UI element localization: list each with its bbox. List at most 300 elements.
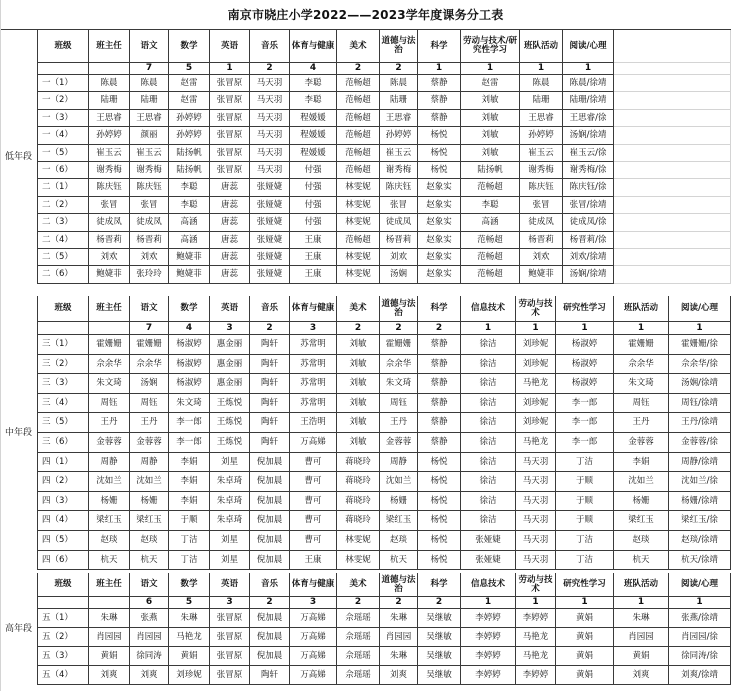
teacher-cell: 刘爽 — [130, 666, 169, 685]
teacher-cell: 赵琰 — [130, 531, 169, 551]
teacher-cell: 杨悦 — [418, 551, 461, 570]
teacher-cell: 程媛媛 — [290, 110, 337, 127]
period-count: 4 — [169, 322, 210, 335]
teacher-cell: 梁红玉/徐 — [669, 511, 731, 531]
teacher-cell: 王丹 — [614, 413, 669, 433]
teacher-cell: 李聪 — [290, 75, 337, 92]
teacher-cell: 张冒原 — [210, 162, 250, 179]
teacher-cell: 陶轩 — [250, 335, 290, 355]
teacher-cell: 徒成凤/徐 — [563, 214, 614, 232]
teacher-cell: 赵琰 — [614, 531, 669, 551]
teacher-cell: 朱卓琦 — [210, 511, 250, 531]
teacher-cell: 高涵 — [169, 214, 210, 232]
teacher-cell: 吴继敏 — [418, 609, 461, 628]
teacher-cell: 刘敏 — [337, 413, 380, 433]
teacher-cell: 张冒 — [520, 197, 563, 214]
class-name: 二（6） — [38, 266, 89, 284]
teacher-cell: 赵象实 — [418, 197, 461, 214]
teacher-cell: 朱卓琦 — [210, 472, 250, 492]
teacher-cell: 万高娣 — [290, 628, 337, 647]
teacher-cell: 杨悦 — [418, 531, 461, 551]
period-count: 1 — [614, 597, 669, 609]
teacher-cell: 范畅超 — [461, 179, 520, 197]
teacher-cell: 鲍婕菲 — [169, 266, 210, 284]
homeroom-teacher: 陈晨 — [89, 75, 130, 92]
period-count: 1 — [556, 597, 614, 609]
column-header: 数学 — [169, 573, 210, 597]
teacher-cell: 高涵 — [169, 232, 210, 249]
teacher-cell: 金蓉蓉/徐 — [669, 433, 731, 453]
class-name: 一（5） — [38, 145, 89, 162]
teacher-cell: 张娅婕 — [250, 249, 290, 266]
teacher-cell: 佘余华 — [614, 355, 669, 374]
period-count: 2 — [418, 597, 461, 609]
teacher-cell: 李聪 — [461, 197, 520, 214]
blank-cell — [614, 92, 731, 110]
teacher-cell: 周钰 — [380, 394, 418, 413]
column-header: 研究性学习 — [556, 573, 614, 597]
teacher-cell: 崔玉云 — [130, 145, 169, 162]
teacher-cell: 黄娟 — [614, 647, 669, 666]
teacher-cell: 苏常明 — [290, 355, 337, 374]
column-header: 阅读/心理 — [669, 573, 731, 597]
teacher-cell: 马艳龙 — [169, 628, 210, 647]
teacher-cell: 刘星 — [210, 453, 250, 472]
teacher-cell: 肖园园/徐 — [669, 628, 731, 647]
teacher-cell: 蔡静 — [418, 75, 461, 92]
teacher-cell: 蒋晓玲 — [337, 511, 380, 531]
teacher-cell: 蒋晓玲 — [337, 472, 380, 492]
teacher-cell: 张娅婕 — [250, 266, 290, 284]
blank-cell — [614, 197, 731, 214]
teacher-cell: 刘敏 — [461, 145, 520, 162]
teacher-cell: 刘敏 — [337, 433, 380, 453]
column-header: 信息技术 — [461, 296, 516, 322]
column-header: 数学 — [169, 30, 210, 63]
teacher-cell: 张冒原 — [210, 647, 250, 666]
teacher-cell: 赵象实 — [418, 214, 461, 232]
period-count: 1 — [556, 322, 614, 335]
teacher-cell: 杨淑婷 — [556, 335, 614, 355]
teacher-cell: 曹可 — [290, 492, 337, 511]
blank-cell — [614, 110, 731, 127]
teacher-cell: 倪加晨 — [250, 551, 290, 570]
teacher-cell: 赵琰/徐靖 — [669, 531, 731, 551]
period-count: 3 — [210, 322, 250, 335]
teacher-cell: 王康 — [290, 232, 337, 249]
teacher-cell: 张冒原 — [210, 145, 250, 162]
period-count: 1 — [669, 597, 731, 609]
teacher-cell: 马天羽 — [250, 145, 290, 162]
sheet-gridline — [0, 0, 1, 691]
period-count: 1 — [461, 597, 516, 609]
teacher-cell: 陶轩 — [250, 433, 290, 453]
teacher-cell: 徐洁 — [461, 453, 516, 472]
teacher-cell: 马天羽 — [250, 92, 290, 110]
teacher-cell: 刘敏 — [337, 374, 380, 394]
column-header: 班队活动 — [520, 30, 563, 63]
teacher-cell: 苏常明 — [290, 374, 337, 394]
class-name: 二（5） — [38, 249, 89, 266]
teacher-cell: 杨淑婷 — [169, 355, 210, 374]
teacher-cell: 王康 — [290, 266, 337, 284]
class-name: 四（3） — [38, 492, 89, 511]
teacher-cell: 李一郎 — [169, 433, 210, 453]
teacher-cell: 徒成凤 — [380, 214, 418, 232]
teacher-cell: 范畅超 — [337, 75, 380, 92]
teacher-cell: 杨悦 — [418, 453, 461, 472]
teacher-cell: 孙婷婷 — [169, 110, 210, 127]
teacher-cell: 万高娣 — [290, 609, 337, 628]
period-count — [38, 597, 89, 609]
teacher-cell: 刘星 — [210, 531, 250, 551]
teacher-cell: 陈庆钰 — [380, 179, 418, 197]
teacher-cell: 蔡静 — [418, 92, 461, 110]
teacher-cell: 刘珍妮 — [516, 335, 556, 355]
teacher-cell: 范畅超 — [461, 249, 520, 266]
column-header: 劳动与技术 — [516, 573, 556, 597]
teacher-cell: 林雯妮 — [337, 197, 380, 214]
teacher-cell: 杨悦 — [418, 127, 461, 145]
teacher-cell: 佘余华 — [130, 355, 169, 374]
teacher-cell: 李一郎 — [556, 394, 614, 413]
period-count — [38, 63, 89, 75]
teacher-cell: 马艳龙 — [516, 628, 556, 647]
teacher-cell: 崔玉云/徐 — [563, 145, 614, 162]
teacher-cell: 赵象实 — [418, 232, 461, 249]
column-header: 体育与健康 — [290, 30, 337, 63]
teacher-cell: 马天羽 — [250, 75, 290, 92]
column-header: 阅读/心理 — [563, 30, 614, 63]
teacher-cell: 倪加晨 — [250, 628, 290, 647]
period-count: 1 — [516, 322, 556, 335]
column-header: 信息技术 — [461, 573, 516, 597]
teacher-cell: 张冒原 — [210, 127, 250, 145]
teacher-cell: 马艳龙 — [516, 647, 556, 666]
teacher-cell: 于顺 — [556, 492, 614, 511]
teacher-cell: 陆扬帆 — [169, 145, 210, 162]
teacher-cell: 倪加晨 — [250, 453, 290, 472]
teacher-cell: 杨悦 — [418, 511, 461, 531]
teacher-cell: 王思睿 — [130, 110, 169, 127]
teacher-cell: 陆扬帆 — [169, 162, 210, 179]
teacher-cell: 范畅超 — [337, 110, 380, 127]
teacher-cell: 谢秀梅/徐 — [563, 162, 614, 179]
column-header: 道德与法治 — [380, 573, 418, 597]
teacher-cell: 徐同涛/徐 — [669, 647, 731, 666]
teacher-cell: 于顺 — [556, 511, 614, 531]
teacher-cell: 徐洁 — [461, 355, 516, 374]
teacher-cell: 蔡静 — [418, 335, 461, 355]
teacher-cell: 徐洁 — [461, 335, 516, 355]
teacher-cell: 蔡静 — [418, 394, 461, 413]
teacher-cell: 林雯妮 — [337, 551, 380, 570]
column-header: 美术 — [337, 573, 380, 597]
teacher-cell: 林雯妮 — [337, 214, 380, 232]
teacher-cell: 徐洁 — [461, 472, 516, 492]
teacher-cell: 张娅婕 — [250, 214, 290, 232]
teacher-cell: 倪加晨 — [250, 511, 290, 531]
blank-cell — [614, 179, 731, 197]
teacher-cell: 马艳龙 — [516, 433, 556, 453]
teacher-cell: 刘欢 — [520, 249, 563, 266]
period-count: 1 — [210, 63, 250, 75]
teacher-cell: 苏常明 — [290, 335, 337, 355]
teacher-cell: 刘星 — [210, 551, 250, 570]
class-name: 一（6） — [38, 162, 89, 179]
column-header: 数学 — [169, 296, 210, 322]
teacher-cell: 范畅超 — [461, 266, 520, 284]
column-header: 美术 — [337, 30, 380, 63]
teacher-cell: 倪加晨 — [250, 531, 290, 551]
class-name: 一（4） — [38, 127, 89, 145]
teacher-cell: 张冒原 — [210, 75, 250, 92]
teacher-cell: 蒋晓玲 — [337, 492, 380, 511]
teacher-cell: 肖园园 — [130, 628, 169, 647]
teacher-cell: 李聪 — [169, 197, 210, 214]
teacher-cell: 万高娣 — [290, 433, 337, 453]
teacher-cell: 范畅超 — [337, 92, 380, 110]
column-header: 体育与健康 — [290, 296, 337, 322]
teacher-cell: 程媛媛 — [290, 127, 337, 145]
teacher-cell: 刘敏 — [337, 394, 380, 413]
teacher-cell: 范畅超 — [461, 232, 520, 249]
class-name: 五（1） — [38, 609, 89, 628]
homeroom-teacher: 周钰 — [89, 394, 130, 413]
teacher-cell: 霍姗姗/徐 — [669, 335, 731, 355]
teacher-cell: 黄娟 — [556, 628, 614, 647]
teacher-cell: 黄娟 — [556, 609, 614, 628]
teacher-cell: 倪加晨 — [250, 472, 290, 492]
column-header: 班级 — [38, 573, 89, 597]
teacher-cell: 唐蕊 — [210, 266, 250, 284]
teacher-cell: 李婷婷 — [461, 647, 516, 666]
teacher-cell: 马天羽 — [516, 551, 556, 570]
teacher-cell: 王思睿 — [520, 110, 563, 127]
teacher-cell: 谢秀梅 — [130, 162, 169, 179]
teacher-cell: 颜丽 — [130, 127, 169, 145]
homeroom-teacher: 杭天 — [89, 551, 130, 570]
teacher-cell: 陶轩 — [250, 394, 290, 413]
teacher-cell: 王丹/徐靖 — [669, 413, 731, 433]
column-header: 班主任 — [89, 573, 130, 597]
teacher-cell: 李婷婷 — [516, 666, 556, 685]
teacher-cell: 王炼悦 — [210, 394, 250, 413]
teacher-cell: 张燕/徐靖 — [669, 609, 731, 628]
homeroom-teacher: 杨晋莉 — [89, 232, 130, 249]
teacher-cell: 唐蕊 — [210, 249, 250, 266]
teacher-cell: 徒成凤 — [520, 214, 563, 232]
homeroom-teacher: 佘余华 — [89, 355, 130, 374]
teacher-cell: 唐蕊 — [210, 214, 250, 232]
teacher-cell: 张冒/徐靖 — [563, 197, 614, 214]
teacher-cell: 刘敏 — [337, 335, 380, 355]
teacher-cell: 杨悦 — [418, 162, 461, 179]
teacher-cell: 吴继敏 — [418, 628, 461, 647]
teacher-cell: 刘珍妮 — [169, 666, 210, 685]
blank-cell — [614, 127, 731, 145]
column-header: 语文 — [130, 30, 169, 63]
column-header: 美术 — [337, 296, 380, 322]
teacher-cell: 李一郎 — [556, 433, 614, 453]
class-name: 四（1） — [38, 453, 89, 472]
teacher-cell: 肖园园 — [380, 628, 418, 647]
teacher-cell: 万高娣 — [290, 647, 337, 666]
teacher-cell: 唐蕊 — [210, 232, 250, 249]
homeroom-teacher: 鲍婕菲 — [89, 266, 130, 284]
teacher-cell: 苏常明 — [290, 394, 337, 413]
teacher-cell: 黄娟 — [556, 647, 614, 666]
teacher-cell: 王思睿 — [380, 110, 418, 127]
period-count: 1 — [669, 322, 731, 335]
class-name: 二（2） — [38, 197, 89, 214]
class-name: 三（6） — [38, 433, 89, 453]
blank-cell — [614, 30, 731, 63]
teacher-cell: 林雯妮 — [337, 531, 380, 551]
column-header: 科学 — [418, 573, 461, 597]
teacher-cell: 倪加晨 — [250, 647, 290, 666]
homeroom-teacher: 周静 — [89, 453, 130, 472]
class-name: 一（1） — [38, 75, 89, 92]
teacher-cell: 赵琰 — [380, 531, 418, 551]
teacher-cell: 徐洁 — [461, 492, 516, 511]
teacher-cell: 曹可 — [290, 453, 337, 472]
teacher-cell: 倪加晨 — [250, 492, 290, 511]
teacher-cell: 张冒 — [380, 197, 418, 214]
teacher-cell: 周钰/徐靖 — [669, 394, 731, 413]
teacher-cell: 周钰 — [614, 394, 669, 413]
period-count: 2 — [337, 597, 380, 609]
teacher-cell: 刘敏 — [461, 127, 520, 145]
teacher-cell: 杨淑婷 — [556, 374, 614, 394]
teacher-cell: 唐蕊 — [210, 197, 250, 214]
teacher-cell: 杨悦 — [418, 492, 461, 511]
teacher-cell: 陈晨 — [520, 75, 563, 92]
period-count: 2 — [380, 322, 418, 335]
column-header: 劳动与技术/研究性学习 — [461, 30, 520, 63]
teacher-cell: 蔡静 — [418, 413, 461, 433]
teacher-cell: 徐洁 — [461, 433, 516, 453]
class-name: 二（3） — [38, 214, 89, 232]
period-count: 2 — [418, 322, 461, 335]
period-count: 1 — [418, 63, 461, 75]
blank-cell — [614, 145, 731, 162]
teacher-cell: 梁红玉 — [614, 511, 669, 531]
teacher-cell: 鲍婕菲 — [520, 266, 563, 284]
teacher-cell: 徐洁 — [461, 394, 516, 413]
homeroom-teacher: 朱文琦 — [89, 374, 130, 394]
teacher-cell: 徐同涛 — [130, 647, 169, 666]
teacher-cell: 蔡静 — [418, 110, 461, 127]
teacher-cell: 曹可 — [290, 531, 337, 551]
teacher-cell: 王康 — [290, 551, 337, 570]
teacher-cell: 杨淑婷 — [169, 335, 210, 355]
column-header: 研究性学习 — [556, 296, 614, 322]
period-count: 6 — [130, 597, 169, 609]
teacher-cell: 范畅超 — [337, 232, 380, 249]
teacher-cell: 刘爽 — [614, 666, 669, 685]
teacher-cell: 蔡静 — [418, 374, 461, 394]
homeroom-teacher: 梁红玉 — [89, 511, 130, 531]
teacher-cell: 张冒原 — [210, 92, 250, 110]
blank-cell — [614, 75, 731, 92]
teacher-cell: 马天羽 — [516, 511, 556, 531]
teacher-cell: 林雯妮 — [337, 179, 380, 197]
teacher-cell: 李聪 — [290, 92, 337, 110]
teacher-cell: 汤娴/徐靖 — [669, 374, 731, 394]
teacher-cell: 肖园园 — [614, 628, 669, 647]
teacher-cell: 王康 — [290, 249, 337, 266]
teacher-cell: 金蓉蓉 — [380, 433, 418, 453]
teacher-cell: 李婷婷 — [461, 609, 516, 628]
class-name: 四（6） — [38, 551, 89, 570]
teacher-cell: 佘瑶瑶 — [337, 628, 380, 647]
teacher-cell: 杨姗/徐靖 — [669, 492, 731, 511]
teacher-cell: 马天羽 — [250, 162, 290, 179]
class-name: 四（5） — [38, 531, 89, 551]
period-count: 5 — [169, 63, 210, 75]
teacher-cell: 杨晋莉 — [380, 232, 418, 249]
teacher-cell: 陆珊 — [520, 92, 563, 110]
teacher-cell: 曹可 — [290, 472, 337, 492]
teacher-cell: 徐洁 — [461, 413, 516, 433]
teacher-cell: 赵象实 — [418, 249, 461, 266]
column-header: 音乐 — [250, 30, 290, 63]
teacher-cell: 周钰 — [130, 394, 169, 413]
teacher-cell: 李一郎 — [169, 413, 210, 433]
teacher-cell: 万高娣 — [290, 666, 337, 685]
teacher-cell: 张冒原 — [210, 666, 250, 685]
period-count — [89, 63, 130, 75]
teacher-cell: 李婷婷 — [516, 609, 556, 628]
class-name: 三（2） — [38, 355, 89, 374]
teacher-cell: 赵雷 — [169, 92, 210, 110]
teacher-cell: 徐洁 — [461, 511, 516, 531]
teacher-cell: 惠金丽 — [210, 374, 250, 394]
teacher-cell: 马天羽 — [516, 453, 556, 472]
teacher-cell: 张冒原 — [210, 609, 250, 628]
column-header: 阅读/心理 — [669, 296, 731, 322]
teacher-cell: 陆珊 — [130, 92, 169, 110]
period-count — [38, 322, 89, 335]
column-header: 班主任 — [89, 296, 130, 322]
teacher-cell: 陆珊 — [380, 92, 418, 110]
class-name: 二（4） — [38, 232, 89, 249]
teacher-cell: 张娅婕 — [250, 197, 290, 214]
teacher-cell: 崔玉云 — [520, 145, 563, 162]
teacher-cell: 杭天 — [614, 551, 669, 570]
blank-cell — [614, 162, 731, 179]
teacher-cell: 鲍婕菲 — [169, 249, 210, 266]
teacher-cell: 刘敏 — [461, 110, 520, 127]
class-name: 三（3） — [38, 374, 89, 394]
teacher-cell: 张娅婕 — [461, 531, 516, 551]
class-name: 一（3） — [38, 110, 89, 127]
teacher-cell: 惠金丽 — [210, 355, 250, 374]
teacher-cell: 刘欢/徐靖 — [563, 249, 614, 266]
teacher-cell: 霍姗姗 — [130, 335, 169, 355]
teacher-cell: 马天羽 — [250, 110, 290, 127]
page-title: 南京市晓庄小学2022——2023学年度课务分工表 — [0, 0, 731, 30]
teacher-cell: 朱文琦 — [614, 374, 669, 394]
teacher-cell: 付强 — [290, 179, 337, 197]
homeroom-teacher: 黄娟 — [89, 647, 130, 666]
period-count: 1 — [614, 322, 669, 335]
teacher-cell: 蔡静 — [418, 355, 461, 374]
teacher-cell: 李娟 — [169, 453, 210, 472]
grade-group-label: 低年段 — [0, 30, 38, 284]
teacher-cell: 陆扬帆 — [461, 162, 520, 179]
